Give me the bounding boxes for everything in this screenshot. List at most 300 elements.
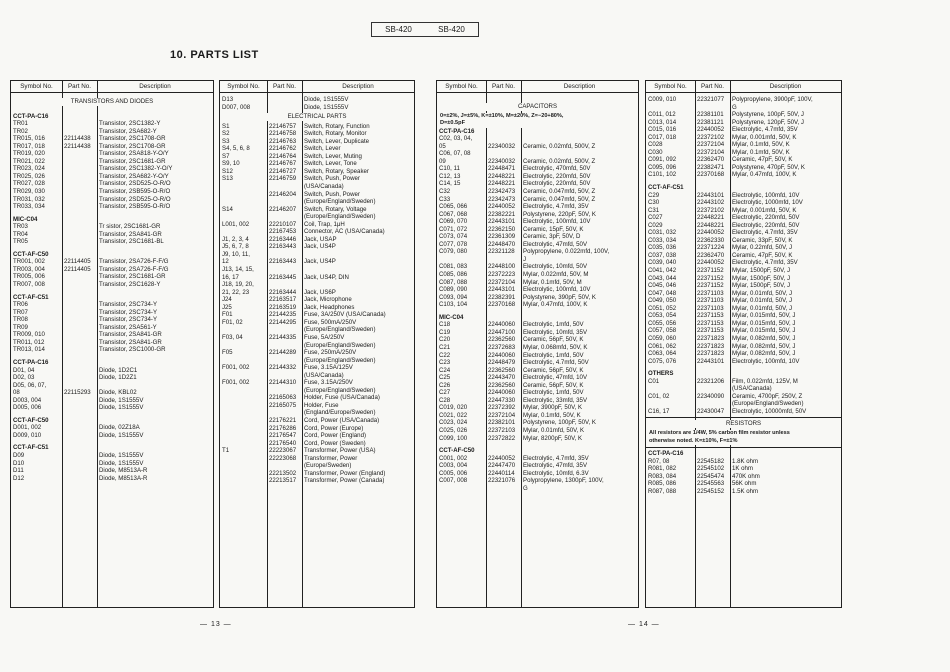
symbol-cell: C31 (648, 206, 660, 214)
table-row (646, 465, 841, 473)
part-no-cell: 22146767 (269, 160, 297, 168)
symbol-cell (220, 432, 267, 440)
part-no-cell: 22382471 (697, 163, 725, 171)
part-no-cell: 22381121 (697, 118, 724, 126)
description-cell: Switch, Rotary, Function (304, 122, 370, 130)
parts-table-4 (645, 80, 842, 608)
description-cell: Transistor, 2SA726-F-F/G (99, 265, 169, 273)
table-row (646, 385, 841, 393)
table-body (646, 93, 841, 495)
symbol-cell: L001, 002 (222, 220, 250, 228)
part-no-cell (62, 382, 97, 390)
symbol-cell: C023, 024 (439, 419, 468, 427)
header-symbol: Symbol No. (654, 82, 687, 90)
description-cell: (Europe/England/Sweden) (304, 198, 376, 206)
description-cell: Ceramic, 56pF, 50V, K (523, 336, 584, 344)
part-no-cell (695, 104, 730, 112)
part-no-cell (62, 273, 97, 281)
table-row (437, 143, 638, 151)
symbol-cell: J25 (222, 303, 232, 311)
part-no-cell: 22163519 (269, 303, 297, 311)
symbol-cell: TR019, 020 (13, 150, 45, 158)
description-cell: Diode, 1S1555V (304, 103, 349, 111)
description-cell: Electrolytic, 220mfd, 50V (732, 221, 800, 229)
circuit-group-label: CCT-AF-C51 (13, 293, 49, 301)
description-cell: Electrolytic, 4.7mfd, 35V (732, 126, 798, 134)
table-row (646, 192, 841, 200)
symbol-cell: C33 (439, 195, 451, 203)
description-cell: Switch, Lever (304, 145, 341, 153)
symbol-cell: TR025, 026 (13, 172, 45, 180)
description-cell: Transformer, Power (304, 454, 358, 462)
symbol-cell: D05, 06, 07, (13, 381, 47, 389)
part-no-cell: 22448470 (488, 240, 516, 248)
symbol-cell: C051, 052 (648, 304, 677, 312)
description-cell: Polypropylene, 0.022mfd, 100V, (523, 248, 610, 256)
symbol-cell: S9, 10 (222, 160, 240, 168)
symbol-cell: C071, 072 (439, 225, 468, 233)
description-cell: Switch, Rotary, Monitor (304, 130, 367, 138)
description-cell: Ceramic, 47pF, 50V, K (732, 156, 793, 164)
part-no-cell: 22163443 (269, 243, 297, 251)
description-cell: Electrolytic, 10mfd, 6.3V (523, 469, 589, 477)
description-cell (302, 251, 414, 259)
description-cell: Tr sistor, 2SC1681-GR (99, 223, 161, 231)
symbol-cell: C025, 026 (439, 426, 468, 434)
table-row (646, 259, 841, 267)
table-row (11, 150, 213, 158)
table-row (11, 258, 213, 266)
table-row (220, 334, 414, 342)
description-cell: Transistor, 2SA682-Y (99, 127, 157, 135)
symbol-cell: C29 (648, 191, 660, 199)
part-no-cell: 22447330 (488, 396, 516, 404)
part-no-cell: 22372103 (488, 426, 516, 434)
symbol-cell: C061, 062 (648, 342, 677, 350)
symbol-cell: C23 (439, 359, 451, 367)
part-no-cell: 22443102 (697, 199, 725, 207)
table-row (11, 223, 213, 231)
description-cell (521, 150, 638, 158)
table-row (646, 488, 841, 496)
circuit-group-label: CCT-AF-C50 (13, 416, 49, 424)
part-no-cell: 22362560 (488, 381, 516, 389)
table-row (11, 203, 213, 211)
table-row (220, 304, 414, 312)
symbol-cell: C22 (439, 351, 451, 359)
description-cell: Polypropylene, 3900pF, 100V, (732, 96, 813, 103)
part-no-cell (486, 150, 521, 158)
table-row (220, 394, 414, 402)
description-cell: 1.8K ohm (732, 457, 759, 465)
symbol-cell: C095, 096 (648, 163, 677, 171)
table-row (437, 203, 638, 211)
description-cell: Switch, Rotary, Speaker (304, 167, 369, 175)
description-cell: Electrolytic, 4.7mfd, 50V (523, 359, 589, 367)
table-row (646, 282, 841, 290)
description-cell: Transistor, 2SB595-O-R/O (99, 188, 171, 196)
symbol-cell: C093, 094 (439, 293, 468, 301)
symbol-cell: C069, 070 (439, 218, 468, 226)
part-no-cell: 22176286 (269, 424, 297, 432)
part-no-cell (695, 400, 730, 408)
parts-table-3 (436, 80, 639, 608)
description-cell: Transistor, 2SC734-Y (99, 316, 158, 324)
table-row (646, 207, 841, 215)
table-row (220, 236, 414, 244)
description-cell (302, 266, 414, 274)
part-no-cell (267, 251, 302, 259)
header-description: Description (139, 82, 171, 90)
description-cell: Ceramic, 0.047mfd, 50V, Z (523, 195, 596, 203)
description-cell: Diode, 1S1555V (304, 96, 349, 103)
part-no-cell (62, 238, 97, 246)
table-row (220, 221, 414, 229)
symbol-cell: TR029, 030 (13, 188, 45, 196)
part-no-cell: 22163446 (269, 235, 297, 243)
part-no-cell (267, 213, 302, 221)
part-no-cell (62, 281, 97, 289)
description-cell: Ceramic, 15pF, 50V, K (523, 225, 584, 233)
circuit-group-label: MIC-C04 (13, 215, 38, 223)
part-no-cell: 22443101 (697, 191, 725, 199)
part-no-cell (62, 165, 97, 173)
part-no-cell (62, 475, 97, 483)
table-row (11, 467, 213, 475)
symbol-cell: 16, 17 (222, 273, 239, 281)
description-cell: Mylar, 0.082mfd, 50V, J (732, 350, 796, 358)
symbol-cell: R081, 082 (648, 465, 677, 473)
table-row (437, 173, 638, 181)
table-row (220, 281, 414, 289)
symbol-cell: TR015, 016 (13, 135, 45, 143)
symbol-cell: D12 (13, 474, 25, 482)
header-description: Description (563, 82, 596, 90)
table-row (220, 425, 414, 433)
table-row (11, 316, 213, 324)
table-row (646, 134, 841, 142)
table-row (11, 180, 213, 188)
part-no-cell: 22371152 (697, 274, 724, 282)
table-row (437, 286, 638, 294)
symbol-cell: C16, 17 (648, 407, 670, 415)
description-cell: Polypropylene, 1300pF, 100V, (523, 477, 604, 485)
table-row (646, 305, 841, 313)
symbol-cell (220, 326, 267, 334)
symbol-cell (220, 470, 267, 478)
table-row (437, 196, 638, 204)
symbol-cell: F001, 002 (222, 364, 250, 372)
table-row (11, 120, 213, 128)
section-heading: RESISTORS (646, 420, 841, 428)
table-row (437, 359, 638, 367)
symbol-cell: C079, 080 (439, 248, 468, 256)
table-row (220, 296, 414, 304)
description-cell: Diode, 1D2Z1 (99, 374, 137, 382)
part-no-cell: 22167453 (269, 228, 297, 236)
description-cell: Switch, Rotary, Voltage (304, 205, 367, 213)
description-cell: Diode, 1D2C1 (99, 366, 138, 374)
table-row (646, 222, 841, 230)
part-no-cell: 22371152 (697, 282, 724, 290)
symbol-cell: D007, 008 (222, 103, 251, 111)
description-cell: Switch, Lever, Tone (304, 160, 357, 168)
table-row (11, 173, 213, 181)
part-no-cell (62, 404, 97, 412)
note-line: All resistors are 1/4W, 5% carbon film resistor unless (646, 430, 841, 438)
table-row (437, 135, 638, 143)
symbol-cell (646, 104, 695, 112)
part-no-cell: 22372223 (488, 271, 516, 279)
description-cell: Diode, M8513A-R (99, 474, 148, 482)
part-no-cell (62, 397, 97, 405)
description-cell: Transistor, 2SA682-Y-O/Y (99, 172, 169, 180)
symbol-cell: TR02 (13, 127, 28, 135)
part-no-cell: 22223068 (269, 454, 297, 462)
part-no-cell: 22372104 (697, 141, 725, 149)
part-no-cell (62, 188, 97, 196)
description-cell: Transistor, 2SA841-GR (99, 338, 162, 346)
header-part-no: Part No. (272, 82, 297, 90)
symbol-cell (220, 477, 267, 485)
symbol-cell: C029 (648, 221, 663, 229)
section-heading: TRANSISTORS AND DIODES (11, 98, 213, 106)
symbol-cell: C041, 042 (648, 267, 677, 275)
part-no-cell: 22114405 (64, 265, 91, 273)
description-cell: Transistor, 2SC1681-GR (99, 273, 166, 281)
table-row (437, 218, 638, 226)
description-cell: Fuse, 5A/250V (304, 333, 345, 341)
part-no-cell: 22146758 (269, 130, 297, 138)
part-no-cell: 22371153 (697, 327, 724, 335)
part-no-cell: 22163444 (269, 288, 297, 296)
part-no-cell: 22146204 (269, 190, 297, 198)
symbol-cell: R087, 088 (648, 487, 677, 495)
part-no-cell (267, 104, 302, 112)
table-row (11, 460, 213, 468)
table-row (646, 214, 841, 222)
part-no-cell: 22371823 (697, 334, 725, 342)
table-row (437, 427, 638, 435)
symbol-cell: 21, 22, 23 (222, 288, 250, 296)
symbol-cell: C028 (648, 141, 663, 149)
table-row (11, 196, 213, 204)
table-row (11, 324, 213, 332)
table-row (220, 440, 414, 448)
table-row (220, 349, 414, 357)
description-cell: Transistor, 2SC1681-BL (99, 238, 164, 246)
symbol-cell: D02, 03 (13, 374, 35, 382)
symbol-cell: C32 (439, 188, 451, 196)
description-cell: Mylar, 0.1mfd, 50V, K (523, 411, 581, 419)
symbol-cell: C21 (439, 343, 451, 351)
part-no-cell: 22163443 (269, 258, 297, 266)
description-cell: Fuse, 3.15A/125V (304, 364, 353, 372)
table-row (220, 123, 414, 131)
table-row (437, 180, 638, 188)
description-cell: Electrolytic, 1mfd, 50V (523, 321, 584, 329)
description-cell: Jack, US4P (304, 243, 336, 251)
table-header-row (220, 81, 414, 93)
table-row (646, 290, 841, 298)
table-row (11, 266, 213, 274)
table-row (11, 382, 213, 390)
symbol-cell: C12, 13 (439, 172, 461, 180)
circuit-group-label: CCT-PA-C16 (13, 358, 49, 366)
part-no-cell: 22448221 (697, 221, 725, 229)
table-row (646, 229, 841, 237)
description-cell: Mylar, 0.1mfd, 50V, K (732, 141, 790, 149)
description-cell: Holder, Fuse (304, 401, 339, 409)
symbol-cell: C081, 083 (439, 263, 468, 271)
symbol-cell: TR033, 034 (13, 203, 45, 211)
symbol-cell: C045, 046 (648, 282, 677, 290)
symbol-cell: C01 (648, 377, 660, 385)
table-row (437, 344, 638, 352)
description-cell: Connector, AC (USA/Canada) (304, 228, 385, 236)
symbol-cell: D01, 04 (13, 366, 35, 374)
part-no-cell: 22440052 (697, 126, 725, 134)
part-no-cell (62, 432, 97, 440)
symbol-cell: D003, 004 (13, 396, 42, 404)
part-no-cell: 22362560 (488, 366, 516, 374)
table-row (220, 462, 414, 470)
description-cell: Polystyrene, 220pF, 50V, K (523, 210, 596, 218)
description-cell: Fuse, 500mA/250V (304, 318, 357, 326)
circuit-group-label: MIC-C04 (439, 313, 464, 321)
part-no-cell: 22382221 (488, 210, 516, 218)
part-no-cell: 22443101 (697, 357, 725, 365)
table-row (646, 327, 841, 335)
table-row (11, 143, 213, 151)
part-no-cell: 22146727 (269, 167, 297, 175)
symbol-cell (220, 417, 267, 425)
description-cell: Ceramic, 56pF, 50V, K (523, 381, 584, 389)
description-cell: Electrolytic, 470mfd, 50V (523, 165, 591, 173)
symbol-cell: C037, 038 (648, 251, 677, 259)
symbol-cell: S1 (222, 122, 230, 130)
description-cell: Cord, Power (England) (304, 432, 366, 440)
description-cell (97, 382, 213, 390)
table-row (220, 289, 414, 297)
part-no-cell: 22213517 (269, 477, 297, 485)
part-no-cell: 22340032 (488, 142, 516, 150)
table-row (646, 358, 841, 366)
table-row (220, 228, 414, 236)
part-no-cell (267, 387, 302, 395)
symbol-cell: TR08 (13, 316, 28, 324)
part-no-cell: 22440060 (488, 389, 516, 397)
part-no-cell: 22362330 (697, 236, 725, 244)
symbol-cell: R07, 08 (648, 457, 670, 465)
part-no-cell: 22176221 (269, 416, 297, 424)
symbol-cell: C031, 032 (648, 229, 677, 237)
description-cell: (USA/Canada) (732, 385, 772, 393)
part-no-cell (267, 183, 302, 191)
description-cell: Transistor, 2SC1708-GR (99, 142, 166, 150)
description-cell: Polystyrene, 470pF, 50V, K (732, 163, 805, 171)
description-cell: Diode, 1S1555V (99, 431, 144, 439)
symbol-cell (220, 394, 267, 402)
part-no-cell: 22146764 (269, 152, 297, 160)
part-no-cell (486, 485, 521, 493)
symbol-cell: C24 (439, 366, 451, 374)
table-row (646, 400, 841, 408)
table-row (11, 165, 213, 173)
table-row (11, 432, 213, 440)
symbol-cell: S2 (222, 130, 230, 138)
table-header-row (11, 81, 213, 93)
symbol-cell: J9, 10, 11, (222, 250, 251, 258)
table-row (437, 455, 638, 463)
table-row (220, 319, 414, 327)
table-row (646, 393, 841, 401)
table-row (11, 238, 213, 246)
symbol-cell: C101, 102 (648, 171, 677, 179)
section-heading: ELECTRICAL PARTS (220, 113, 414, 121)
table-row (11, 135, 213, 143)
part-no-cell: 22340032 (488, 157, 516, 165)
table-row (220, 432, 414, 440)
description-cell: Diode, 1S1555V (99, 396, 144, 404)
part-no-cell: 22447470 (488, 462, 516, 470)
table-row (11, 331, 213, 339)
description-cell: Holder, Fuse (USA/Canada) (304, 394, 380, 402)
symbol-cell: TR09 (13, 323, 28, 331)
description-cell: Transistor, 2SD525-O-R/O (99, 195, 171, 203)
symbol-cell: C011, 012 (648, 111, 676, 119)
table-row (220, 258, 414, 266)
description-cell: Electrolytic, 47mfd, 35V (523, 462, 588, 470)
description-cell: (Europe/England/Sweden) (732, 400, 804, 408)
symbol-cell: C091, 092 (648, 156, 677, 164)
table-row (11, 158, 213, 166)
symbol-cell: J5, 6, 7, 8 (222, 243, 249, 251)
part-no-cell (267, 357, 302, 365)
table-row (437, 389, 638, 397)
part-no-cell (62, 196, 97, 204)
description-cell: Transistor, 2SA561-Y (99, 323, 157, 331)
description-cell: Polystyrene, 100pF, 50V, K (523, 419, 596, 427)
table-row (220, 168, 414, 176)
circuit-group-label: CCT-AF-C50 (13, 250, 49, 258)
table-row (646, 252, 841, 260)
table-row (220, 447, 414, 455)
symbol-cell: C077, 078 (439, 240, 468, 248)
table-row (437, 226, 638, 234)
section-heading: CAPACITORS (437, 103, 638, 111)
table-row (220, 138, 414, 146)
table-row (646, 171, 841, 179)
part-no-cell: 22440114 (488, 469, 515, 477)
part-no-cell: 22371224 (697, 244, 725, 252)
part-no-cell (267, 96, 302, 104)
description-cell: Diode, KBL02 (99, 389, 137, 397)
table-row (11, 367, 213, 375)
part-no-cell: 22372104 (488, 411, 516, 419)
symbol-cell: S3 (222, 137, 230, 145)
part-no-cell: 22176547 (269, 432, 297, 440)
table-row (220, 213, 414, 221)
part-no-cell (62, 309, 97, 317)
symbol-cell: S7 (222, 152, 230, 160)
description-cell (521, 135, 638, 143)
description-cell: Jack, USAP (304, 235, 337, 243)
description-cell: Transistor, 2SB595-O-R/O (99, 203, 171, 211)
symbol-cell: C035, 036 (648, 244, 677, 252)
symbol-cell (220, 440, 267, 448)
table-row (646, 408, 841, 416)
